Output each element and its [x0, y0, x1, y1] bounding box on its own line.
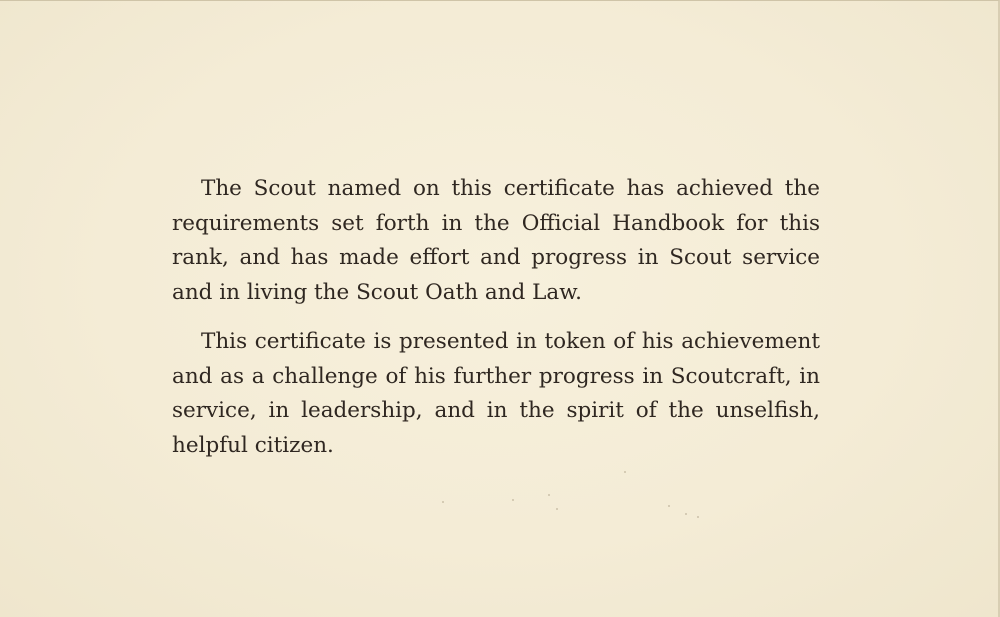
paper-speck [685, 513, 687, 515]
paragraph-achievement: The Scout named on this certificate has achieved the requirements set forth in the Official Handbook for this rank, and has made effort and progress in Scout service and in living the Scout Oath and Law. [172, 176, 820, 305]
paper-speck [668, 505, 670, 507]
paper-speck [556, 508, 558, 510]
paper-speck [512, 499, 514, 501]
paper-speck [548, 494, 550, 496]
paper-speck [624, 471, 626, 473]
paper-speck [697, 516, 699, 518]
paper-speck [442, 501, 444, 503]
certificate-text [172, 172, 820, 463]
paragraph-presentation: This certificate is presented in token of his achievement and as a challenge of his further progress in Scoutcraft, in service, in leadership, and in the spirit of the unselfish, helpful citizen. [172, 329, 820, 458]
